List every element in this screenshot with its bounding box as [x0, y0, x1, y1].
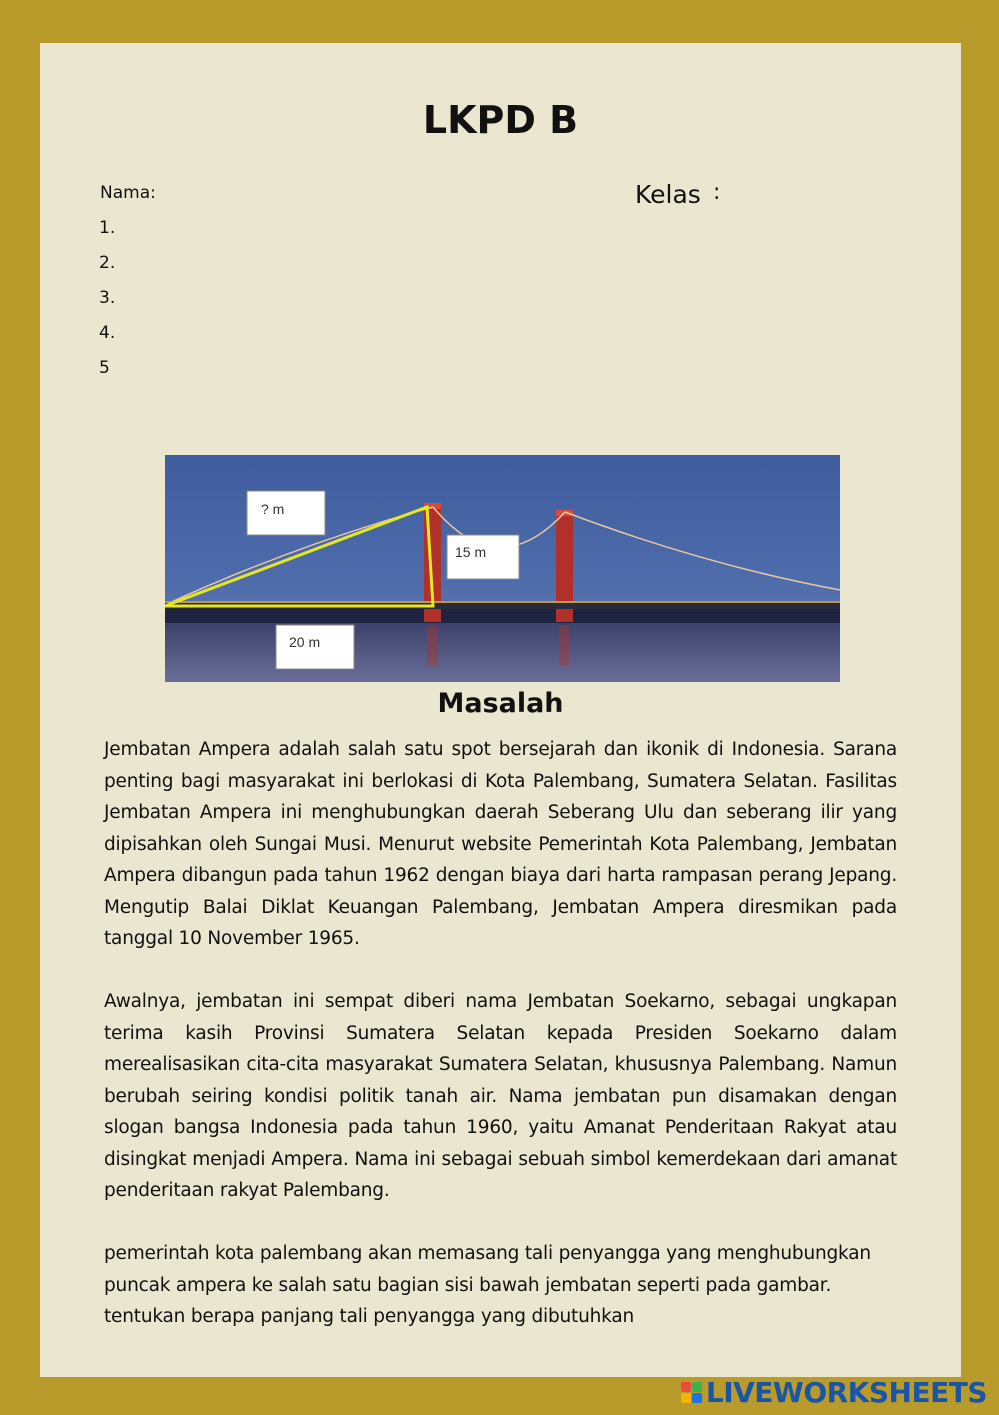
- student-number-2: 2.: [99, 253, 116, 273]
- student-number-1: 1.: [99, 218, 116, 238]
- label-height: 15 m: [455, 544, 487, 560]
- page-title: LKPD B: [422, 98, 579, 142]
- student-number-4: 4.: [99, 323, 116, 343]
- brand-text: LIVEWORKSHEETS: [705, 1375, 987, 1409]
- bridge-photo: [165, 455, 840, 682]
- nama-label: Nama:: [100, 183, 156, 203]
- liveworksheets-logo: [681, 1376, 987, 1408]
- brand-grid-icon: [681, 1382, 702, 1403]
- label-hypotenuse: ? m: [261, 501, 285, 517]
- paragraph-1: Jembatan Ampera adalah salah satu spot bersejarah dan ikonik di Indonesia. Sarana penting bagi masyarakat ini berlokasi di Kota Palembang, Sumatera Selatan. Fasilitas Jembatan Ampera ini menghubungkan daerah Seberang Ulu dan seberang ilir yang dipisahkan oleh Sungai Musi. Menurut website Pemerintah Kota Palembang, Jembatan Ampera dibangun pada tahun 1962 dengan biaya dari harta rampasan perang Jepang. Mengutip Balai Diklat Keuangan Palembang, Jembatan Ampera diresmikan pada tanggal 10 November 1965.: [104, 739, 897, 949]
- worksheet-page: [40, 43, 961, 1377]
- label-base: 20 m: [289, 634, 321, 650]
- kelas-label: Kelas: [635, 180, 701, 209]
- student-number-5: 5: [99, 358, 110, 378]
- kelas-colon: :: [713, 180, 721, 205]
- student-number-3: 3.: [99, 288, 116, 308]
- paragraph-2: Awalnya, jembatan ini sempat diberi nama Jembatan Soekarno, sebagai ungkapan terima kasih Provinsi Sumatera Selatan kepada Presiden Soekarno dalam merealisasikan cita-cita masyarakat Sumatera Selatan, khususnya Palembang. Namun berubah seiring kondisi politik tanah air. Nama jembatan pun disamakan dengan slogan bangsa Indonesia pada tahun 1960, yaitu Amanat Penderitaan Rakyat atau disingkat menjadi Ampera. Nama ini sebagai sebuah simbol kemerdekaan dari amanat penderitaan rakyat Palembang.: [104, 991, 897, 1201]
- section-heading: Masalah: [437, 688, 564, 719]
- paragraph-question: pemerintah kota palembang akan memasang tali penyangga yang menghubungkan puncak ampera ke salah satu bagian sisi bawah jembatan seperti pada gambar. tentukan berapa panjang tali penyangga yang dibutuhkan: [104, 1243, 871, 1327]
- bridge-illustration: [165, 455, 840, 682]
